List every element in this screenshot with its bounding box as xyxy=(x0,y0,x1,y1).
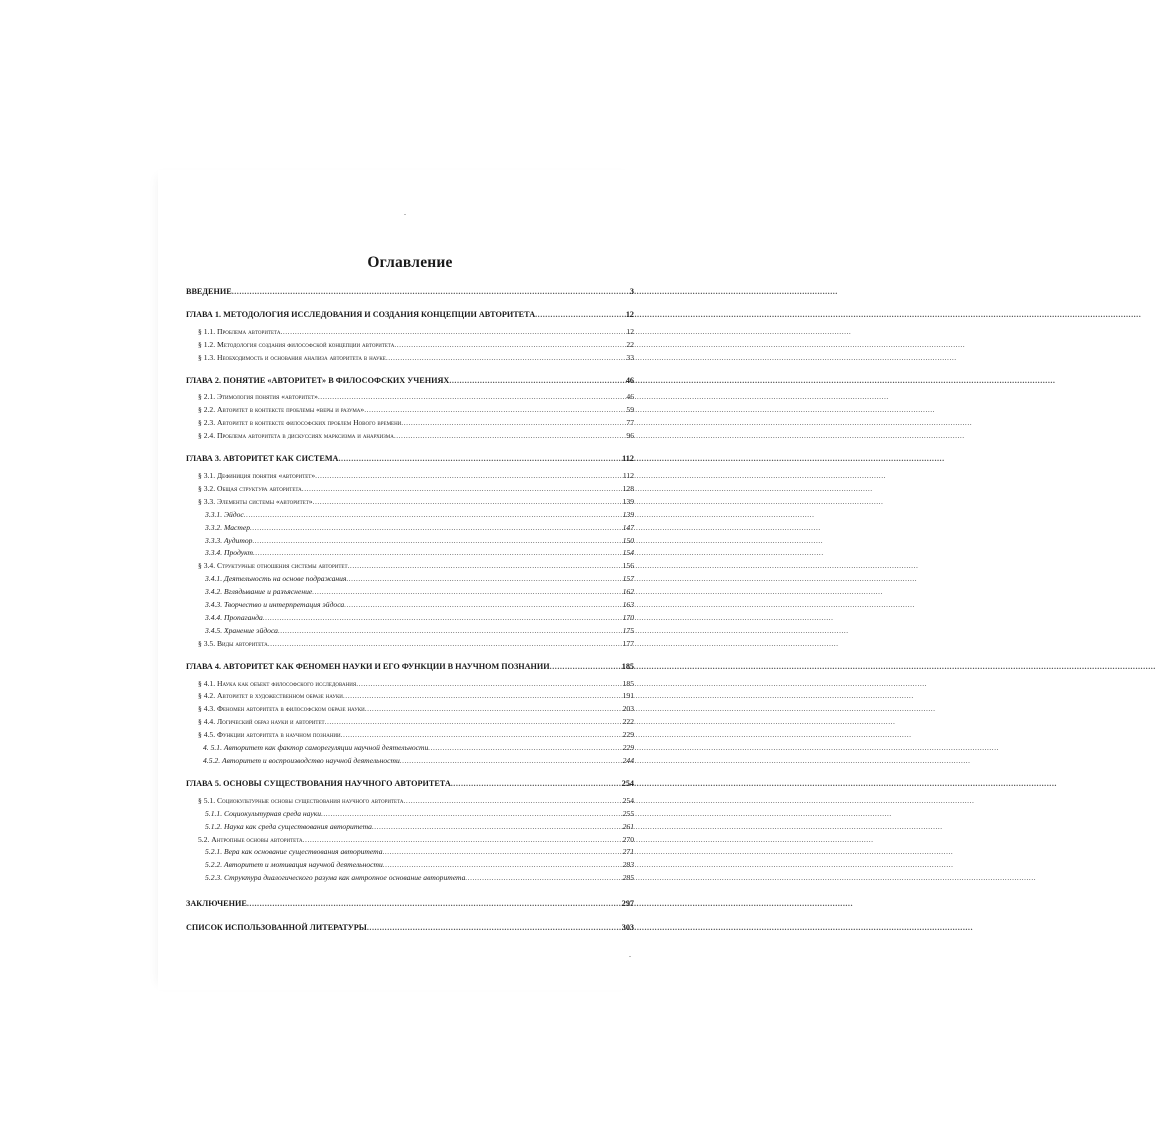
toc-leader-dots xyxy=(278,625,622,638)
toc-entry-page: 46 xyxy=(625,375,634,385)
toc-leader-dots xyxy=(253,547,622,560)
toc-entry-page: 139 xyxy=(622,496,634,506)
toc-entry-page: 150 xyxy=(622,535,634,545)
toc-entry xyxy=(186,522,634,535)
toc-entry-title: ГЛАВА 5. ОСНОВЫ СУЩЕСТВОВАНИЯ НАУЧНОГО АВТОРИТЕТА xyxy=(186,778,451,788)
toc-entry xyxy=(186,309,634,322)
toc-entry-page: 22 xyxy=(626,339,634,349)
toc-entry-title: 3.3.1. Эйдос xyxy=(205,509,244,519)
toc-entry-title: § 2.2. Авторитет в контексте проблемы «веры и разума» xyxy=(198,405,365,415)
toc-entry xyxy=(186,391,634,404)
toc-entry-page: 163 xyxy=(622,600,634,610)
toc-leader-dots xyxy=(315,470,622,483)
toc-entry-title: § 3.5. Виды авторитета xyxy=(198,638,268,648)
toc-leader-dots xyxy=(244,509,622,522)
toc-entry xyxy=(186,560,634,573)
toc-leader-dots xyxy=(268,638,622,651)
toc-entry xyxy=(186,326,634,339)
toc-entry-title: § 4.3. Феномен авторитета в философском образе науки xyxy=(198,704,365,714)
toc-entry xyxy=(186,898,634,911)
toc-entry-title: § 2.4. Проблема авторитета в дискуссиях марксизма и анархизма xyxy=(198,431,394,441)
toc-leader-dots xyxy=(404,795,622,808)
toc-entry-title: § 3.4. Структурные отношения системы авторитет xyxy=(198,561,348,571)
toc-entry-page: 112 xyxy=(622,470,634,480)
toc-leader-dots xyxy=(343,690,622,703)
toc-entry-title: ЗАКЛЮЧЕНИЕ xyxy=(186,899,247,909)
toc-entry-title: 3.3.3. Аудитор xyxy=(205,535,253,545)
toc-entry xyxy=(186,535,634,548)
toc-entry-title: 3.4.4. Пропаганда xyxy=(205,612,263,622)
toc-leader-dots xyxy=(394,430,626,443)
toc-leader-dots xyxy=(252,535,621,548)
toc-entry-title: 3.4.3. Творчество и интерпретация эйдоса xyxy=(205,600,345,610)
toc-entry xyxy=(186,690,634,703)
toc-leader-dots xyxy=(348,560,622,573)
toc-entry-page: 285 xyxy=(622,873,634,883)
toc-entry xyxy=(186,352,634,365)
toc-entry-page: 270 xyxy=(622,834,634,844)
toc-entry-title: 5.1.1. Социокультурная среда науки xyxy=(205,808,322,818)
toc-entry-page: 255 xyxy=(622,808,634,818)
toc-entry xyxy=(186,703,634,716)
toc-leader-dots xyxy=(365,703,622,716)
toc-entry xyxy=(186,599,634,612)
toc-entry-page: 147 xyxy=(622,522,634,532)
toc-entry-page: 254 xyxy=(621,778,634,788)
toc-entry-page: 77 xyxy=(626,418,634,428)
toc-leader-dots xyxy=(318,391,626,404)
toc-leader-dots xyxy=(356,678,621,691)
toc-entry-page: 162 xyxy=(622,587,634,597)
toc-entry-page: 244 xyxy=(622,756,634,765)
toc-entry-page: 261 xyxy=(622,821,634,831)
toc-entries xyxy=(186,286,634,935)
toc-entry-page: 229 xyxy=(622,743,634,753)
toc-leader-dots xyxy=(400,755,622,768)
toc-leader-dots xyxy=(364,404,625,417)
toc-entry-page: 271 xyxy=(622,847,634,857)
toc-entry xyxy=(186,678,634,691)
toc-leader-dots xyxy=(449,375,625,388)
toc-leader-dots xyxy=(550,661,621,674)
table-of-contents xyxy=(186,254,634,935)
toc-entry-title: 3.3.4. Продукт xyxy=(205,548,254,558)
toc-entry-title: § 3.1. Дефиниция понятия «авторитет» xyxy=(198,470,316,480)
toc-leader-dots xyxy=(232,286,629,299)
toc-entry-title: § 4.4. Логический образ науки и авторитет xyxy=(198,717,325,727)
toc-entry xyxy=(186,470,634,483)
toc-entry-page: 156 xyxy=(622,561,634,571)
toc-entry-page: 203 xyxy=(622,704,634,714)
toc-entry xyxy=(186,612,634,625)
toc-entry-page: 177 xyxy=(622,638,634,648)
toc-leader-dots xyxy=(263,612,622,625)
toc-entry xyxy=(186,547,634,560)
toc-entry-page: 3 xyxy=(629,287,634,296)
toc-leader-dots xyxy=(535,309,625,322)
toc-entry xyxy=(186,509,634,522)
toc-leader-dots xyxy=(341,729,622,742)
toc-entry xyxy=(186,483,634,496)
toc-entry-page: 185 xyxy=(621,661,634,671)
toc-entry xyxy=(186,742,634,755)
toc-entry xyxy=(186,716,634,729)
toc-entry xyxy=(186,729,634,742)
toc-entry xyxy=(186,375,634,388)
toc-leader-dots xyxy=(302,483,622,496)
toc-entry xyxy=(186,586,634,599)
toc-entry-page: 12 xyxy=(625,309,634,319)
toc-leader-dots xyxy=(372,821,622,834)
toc-entry-title: 3.3.2. Мастер xyxy=(205,522,251,532)
toc-entry-page: 191 xyxy=(622,691,634,701)
toc-entry-title: § 5.1. Социокультурные основы существования научного авторитета xyxy=(198,795,404,805)
toc-entry-page: 154 xyxy=(622,548,634,558)
toc-entry xyxy=(186,430,634,443)
toc-entry-title: § 3.3. Элементы системы «авторитет» xyxy=(198,496,313,506)
toc-entry xyxy=(186,661,634,674)
toc-leader-dots xyxy=(250,522,622,535)
toc-entry xyxy=(186,755,634,768)
toc-leader-dots xyxy=(346,573,621,586)
toc-title: Оглавление xyxy=(367,254,453,271)
toc-entry xyxy=(186,834,634,847)
scan-speck xyxy=(629,956,631,957)
toc-entry xyxy=(186,795,634,808)
toc-entry xyxy=(186,872,634,885)
toc-leader-dots xyxy=(338,453,621,466)
toc-entry-title: 4. 5.1. Авторитет как фактор саморегуляции научной деятельности xyxy=(203,743,429,753)
toc-entry-title: § 2.1. Этимология понятия «авторитет» xyxy=(198,392,318,402)
toc-entry-title: 4.5.2. Авторитет и воспроизводство научной деятельности xyxy=(203,756,400,765)
toc-leader-dots xyxy=(280,326,625,339)
scan-speck xyxy=(404,214,406,215)
toc-entry-page: 157 xyxy=(622,574,634,584)
toc-entry-title: 5.1.2. Наука как среда существования авторитета xyxy=(205,821,372,831)
toc-leader-dots xyxy=(428,742,621,755)
toc-entry-page: 128 xyxy=(622,483,634,493)
toc-entry-title: СПИСОК ИСПОЛЬЗОВАННОЙ ЛИТЕРАТУРЫ xyxy=(186,923,367,933)
toc-entry-page: 46 xyxy=(626,392,634,402)
toc-entry-page: 185 xyxy=(622,678,634,688)
toc-entry xyxy=(186,339,634,352)
toc-entry-title: ГЛАВА 4. АВТОРИТЕТ КАК ФЕНОМЕН НАУКИ И ЕГО ФУНКЦИИ В НАУЧНОМ ПОЗНАНИИ xyxy=(186,661,550,671)
toc-leader-dots xyxy=(325,716,622,729)
toc-entry-page: 222 xyxy=(622,717,634,727)
toc-entry-title: 3.4.2. Вглядывание и разъяснение xyxy=(205,587,313,597)
toc-entry xyxy=(186,404,634,417)
toc-entry-page: 12 xyxy=(626,326,634,336)
toc-entry xyxy=(186,573,634,586)
toc-entry xyxy=(186,417,634,430)
toc-entry-page: 33 xyxy=(626,352,634,362)
toc-entry xyxy=(186,638,634,651)
toc-entry xyxy=(186,808,634,821)
toc-leader-dots xyxy=(303,834,622,847)
toc-entry-page: 297 xyxy=(621,899,634,909)
toc-leader-dots xyxy=(344,599,621,612)
toc-entry-title: 5.2.3. Структура диалогического разума как антропное основание авторитета xyxy=(205,873,466,883)
toc-entry-page: 170 xyxy=(622,612,634,622)
toc-entry-page: 254 xyxy=(622,795,634,805)
toc-entry-page: 303 xyxy=(621,923,634,933)
toc-entry-title: § 1.2. Методология создания философской концепции авторитета xyxy=(198,339,395,349)
toc-entry-title: § 4.1. Наука как объект философского исследования xyxy=(198,678,357,688)
toc-entry xyxy=(186,859,634,872)
toc-leader-dots xyxy=(321,808,622,821)
toc-entry-title: 5.2. Антропные основы авторитета xyxy=(198,834,303,844)
toc-entry-title: ГЛАВА 1. МЕТОДОЛОГИЯ ИССЛЕДОВАНИЯ И СОЗДАНИЯ КОНЦЕПЦИИ АВТОРИТЕТА xyxy=(186,309,536,319)
toc-leader-dots xyxy=(465,872,621,885)
toc-entry-title: § 2.3. Авторитет в контексте философских проблем Нового времени xyxy=(198,418,402,428)
toc-entry-page: 283 xyxy=(622,860,634,870)
toc-entry-title: 3.4.5. Хранение эйдоса xyxy=(205,625,278,635)
toc-leader-dots xyxy=(451,778,621,791)
toc-leader-dots xyxy=(313,496,622,509)
toc-leader-dots xyxy=(383,846,622,859)
toc-entry-page: 175 xyxy=(622,625,634,635)
toc-entry-page: 112 xyxy=(622,454,634,464)
toc-entry-page: 229 xyxy=(622,730,634,740)
toc-entry-title: ГЛАВА 2. ПОНЯТИЕ «АВТОРИТЕТ» В ФИЛОСОФСКИХ УЧЕНИЯХ xyxy=(186,375,450,385)
toc-entry xyxy=(186,846,634,859)
toc-entry-title: § 3.2. Общая структура авторитета xyxy=(198,483,302,493)
toc-entry-title: 3.4.1. Деятельность на основе подражания xyxy=(205,574,347,584)
toc-entry xyxy=(186,625,634,638)
toc-entry-page: 59 xyxy=(626,405,634,415)
toc-entry-title: ВВЕДЕНИЕ xyxy=(186,287,232,296)
toc-entry-title: 5.2.2. Авторитет и мотивация научной деятельности xyxy=(205,860,383,870)
toc-leader-dots xyxy=(312,586,621,599)
toc-entry xyxy=(186,496,634,509)
toc-leader-dots xyxy=(247,898,621,911)
toc-entry-page: 139 xyxy=(622,509,634,519)
toc-leader-dots xyxy=(367,922,621,935)
toc-entry-title: ГЛАВА 3. АВТОРИТЕТ КАК СИСТЕМА xyxy=(186,454,339,464)
toc-entry-title: § 1.3. Необходимость и основания анализа авторитета в науке xyxy=(198,352,386,362)
toc-entry-title: 5.2.1. Вера как основание существования авторитета xyxy=(205,847,383,857)
toc-entry-title: § 4.2. Авторитет в художественном образе науки xyxy=(198,691,343,701)
toc-entry xyxy=(186,286,634,299)
toc-entry xyxy=(186,922,634,935)
toc-entry xyxy=(186,821,634,834)
toc-entry-title: § 1.1. Проблема авторитета xyxy=(198,326,281,336)
toc-entry-title: § 4.5. Функции авторитета в научном познании xyxy=(198,730,341,740)
toc-leader-dots xyxy=(394,339,625,352)
toc-entry xyxy=(186,778,634,791)
toc-leader-dots xyxy=(383,859,622,872)
toc-leader-dots xyxy=(386,352,626,365)
toc-entry xyxy=(186,453,634,466)
toc-leader-dots xyxy=(401,417,625,430)
toc-entry-page: 96 xyxy=(626,431,634,441)
